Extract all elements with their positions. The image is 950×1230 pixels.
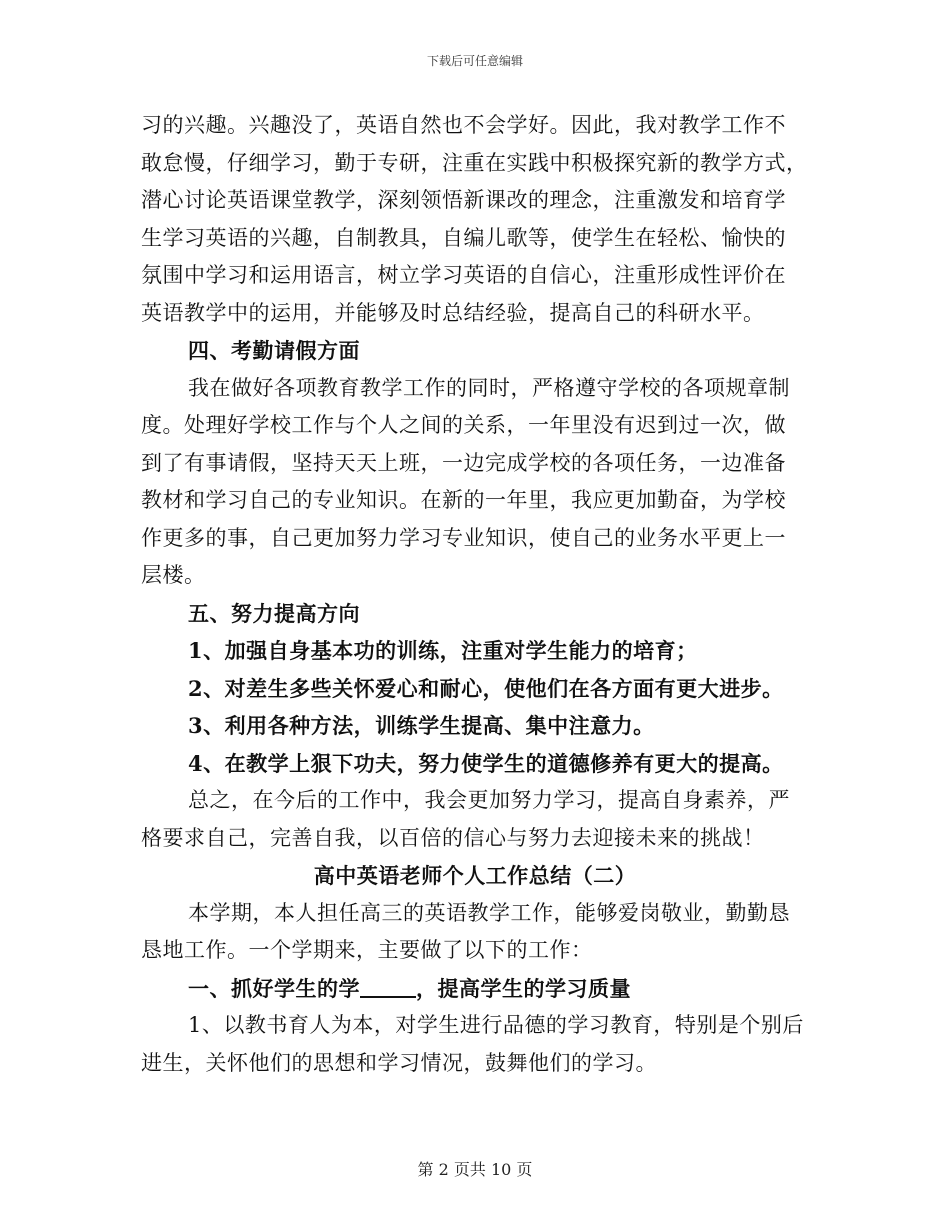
blank-underline (360, 976, 416, 998)
heading-part: 一、抓好学生的学 (188, 975, 360, 1001)
text-line: 氛围中学习和运用语言，树立学习英语的自信心，注重形成性评价在 (141, 263, 786, 287)
list-item: 3、利用各种方法，训练学生提高、集中注意力。 (188, 713, 655, 738)
page-footer: 第 2 页共 10 页 (417, 1160, 533, 1179)
text-line: 总之，在今后的工作中，我会更加努力学习，提高自身素养，严 (188, 788, 790, 812)
document-title: 高中英语老师个人工作总结（二） (313, 863, 637, 888)
text-line: 格要求自己，完善自我，以百倍的信心与努力去迎接未来的挑战！ (141, 825, 765, 850)
page-header: 下载后可任意编辑 (426, 54, 523, 68)
text-line: 1、以教书育人为本，对学生进行品德的学习教育，特别是个别后 (188, 1013, 804, 1037)
text-line: 进生，关怀他们的思想和学习情况，鼓舞他们的学习。 (141, 1050, 657, 1075)
text-line: 到了有事请假，坚持天天上班，一边完成学校的各项任务，一边准备 (141, 450, 786, 475)
text-line: 生学习英语的兴趣，自制教具，自编儿歌等，使学生在轻松、愉快的 (141, 225, 786, 250)
section-heading: 五、努力提高方向 (188, 600, 360, 626)
text-line: 习的兴趣。兴趣没了，英语自然也不会学好。因此，我对教学工作不 (141, 113, 786, 137)
text-line: 教材和学习自己的专业知识。在新的一年里，我应更加勤奋，为学校 (141, 488, 786, 512)
text-line: 作更多的事，自己更加努力学习专业知识，使自己的业务水平更上一 (141, 525, 786, 550)
text-line: 敢怠慢，仔细学习，勤于专研，注重在实践中积极探究新的教学方式， (141, 150, 808, 175)
section-heading: 四、考勤请假方面 (188, 338, 360, 363)
text-line: 潜心讨论英语课堂教学，深刻领悟新课改的理念，注重激发和培育学 (141, 188, 786, 212)
section-heading (141, 970, 809, 1008)
text-line: 我在做好各项教育教学工作的同时，严格遵守学校的各项规章制 (188, 375, 790, 400)
text-line: 层楼。 (141, 563, 206, 587)
text-line: 度。处理好学校工作与个人之间的关系，一年里没有迟到过一次，做 (141, 413, 786, 437)
heading-part: ，提高学生的学习质量 (416, 975, 631, 1001)
list-item: 4、在教学上狠下功夫，努力使学生的道德修养有更大的提高。 (188, 750, 784, 776)
text-line: 英语教学中的运用，并能够及时总结经验，提高自己的科研水平。 (141, 300, 765, 325)
list-item: 2、对差生多些关怀爱心和耐心，使他们在各方面有更大进步。 (188, 675, 784, 701)
document-body (141, 107, 809, 1082)
list-item: 1、加强自身基本功的训练，注重对学生能力的培育； (188, 638, 698, 663)
text-line: 恳地工作。一个学期来，主要做了以下的工作： (141, 938, 593, 962)
text-line: 本学期，本人担任高三的英语教学工作，能够爱岗敬业，勤勤恳 (188, 900, 790, 925)
